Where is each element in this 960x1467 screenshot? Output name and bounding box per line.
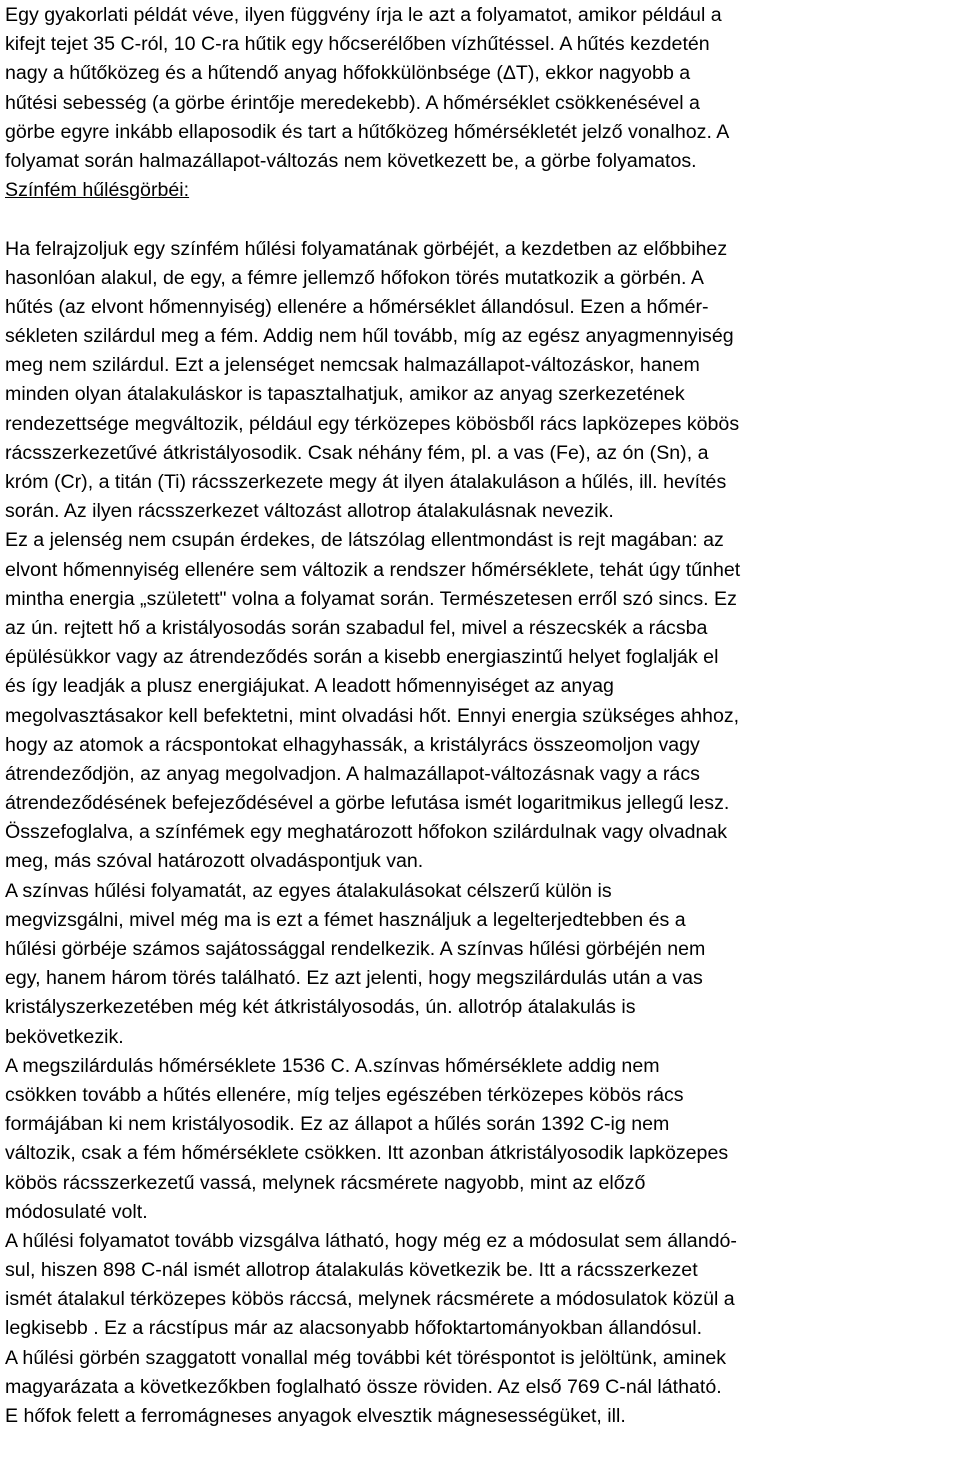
blank-line bbox=[5, 205, 960, 234]
text-line: kifejt tejet 35 C-ról, 10 C-ra hűtik egy hőcserélőben vízhűtéssel. A hűtés kezdetén bbox=[5, 33, 710, 56]
text-line: sékleten szilárdul meg a fém. Addig nem hűl tovább, míg az egész anyagmennyiség bbox=[5, 325, 734, 348]
text-line: hűtési sebesség (a görbe érintője meredekebb). A hőmérséklet csökkenésével a bbox=[5, 91, 700, 114]
text-line: megvizsgálni, mivel még ma is ezt a fémet használjuk a legelterjedtebben és a bbox=[5, 908, 686, 931]
text-line: legkisebb . Ez a rácstípus már az alacsonyabb hőfoktartományokban állandósul. bbox=[5, 1317, 703, 1340]
text-line: magyarázata a következőkben foglalható össze röviden. Az első 769 C-nál látható. bbox=[5, 1375, 722, 1398]
text-line: épülésükkor vagy az átrendeződés során a kisebb energiaszintű helyet foglalják el bbox=[5, 646, 719, 669]
intro-paragraph bbox=[5, 1, 960, 176]
text-line: során. Az ilyen rácsszerkezet változást allotrop átalakulásnak nevezik. bbox=[5, 500, 614, 523]
text-line: minden olyan átalakuláskor is tapasztalhatjuk, amikor az anyag szerkezetének bbox=[5, 383, 685, 406]
text-line: megolvasztásakor kell befektetni, mint olvadási hőt. Ennyi energia szükséges ahhoz, bbox=[5, 704, 740, 727]
text-line: és így leadják a plusz energiájukat. A leadott hőmennyiséget az anyag bbox=[5, 675, 614, 698]
text-line: formájában ki nem kristályosodik. Ez az állapot a hűlés során 1392 C-ig nem bbox=[5, 1113, 670, 1136]
text-line: bekövetkezik. bbox=[5, 1025, 124, 1048]
section-heading: Színfém hűlésgörbéi: bbox=[5, 179, 190, 202]
text-line: rácsszerkezetűvé átkristályosodik. Csak néhány fém, pl. a vas (Fe), az ón (Sn), a bbox=[5, 441, 709, 464]
text-line: A megszilárdulás hőmérséklete 1536 C. A.színvas hőmérséklete addig nem bbox=[5, 1054, 660, 1077]
text-line: változik, csak a fém hőmérséklete csökken. Itt azonban átkristályosodik lapközepes bbox=[5, 1142, 729, 1165]
text-line: átrendeződésének befejeződésével a görbe lefutása ismét logaritmikus jellegű lesz. bbox=[5, 792, 730, 815]
text-line: mintha energia „született" volna a folyamat során. Természetesen erről szó sincs. Ez bbox=[5, 587, 737, 610]
text-line: meg, más szóval határozott olvadáspontjuk van. bbox=[5, 850, 424, 873]
text-line: A színvas hűlési folyamatát, az egyes átalakulásokat célszerű külön is bbox=[5, 879, 612, 902]
text-line: módosulaté volt. bbox=[5, 1200, 148, 1223]
text-line: hasonlóan alakul, de egy, a fémre jellemző hőfokon törés mutatkozik a görbén. A bbox=[5, 266, 704, 289]
text-line: nagy a hűtőközeg és a hűtendő anyag hőfokkülönbsége (ΔT), ekkor nagyobb a bbox=[5, 62, 691, 85]
text-line: E hőfok felett a ferromágneses anyagok elvesztik mágnesességüket, ill. bbox=[5, 1405, 626, 1427]
text-line: rendezettsége megváltozik, például egy térközepes köbösből rács lapközepes köbös bbox=[5, 412, 740, 435]
text-line: csökken tovább a hűtés ellenére, míg teljes egészében térközepes köbös rács bbox=[5, 1083, 684, 1106]
text-line: hűtés (az elvont hőmennyiség) ellenére a hőmérséklet állandósul. Ezen a hőmér- bbox=[5, 295, 709, 318]
text-line: köbös rácsszerkezetű vassá, melynek rácsmérete nagyobb, mint az előző bbox=[5, 1171, 646, 1194]
text-line: átrendeződjön, az anyag megolvadjon. A halmazállapot-változásnak vagy a rács bbox=[5, 762, 700, 785]
text-line: hogy az atomok a rácspontokat elhagyhassák, a kristályrács összeomoljon vagy bbox=[5, 733, 700, 756]
body-text bbox=[5, 235, 960, 1432]
text-line: A hűlési folyamatot tovább vizsgálva látható, hogy még ez a módosulat sem állandó- bbox=[5, 1229, 737, 1252]
text-line: az ún. rejtett hő a kristályosodás során szabadul fel, mivel a részecskék a rácsba bbox=[5, 616, 708, 639]
text-line: Összefoglalva, a színfémek egy meghatározott hőfokon szilárdulnak vagy olvadnak bbox=[5, 821, 728, 844]
text-line: görbe egyre inkább ellaposodik és tart a hűtőközeg hőmérsékletét jelző vonalhoz. A bbox=[5, 120, 730, 143]
text-line: Ez a jelenség nem csupán érdekes, de látszólag ellentmondást is rejt magában: az bbox=[5, 529, 724, 552]
text-line: sul, hiszen 898 C-nál ismét allotrop átalakulás következik be. Itt a rácsszerkezet bbox=[5, 1259, 698, 1282]
text-line: Egy gyakorlati példát véve, ilyen függvény írja le azt a folyamatot, amikor például a bbox=[5, 4, 722, 26]
text-line: Ha felrajzoljuk egy színfém hűlési folyamatának görbéjét, a kezdetben az előbbihez bbox=[5, 237, 728, 260]
text-line: egy, hanem három törés található. Ez azt jelenti, hogy megszilárdulás után a vas bbox=[5, 967, 703, 990]
text-line: folyamat során halmazállapot-változás nem következett be, a görbe folyamatos. bbox=[5, 149, 697, 172]
text-line: hűlési görbéje számos sajátossággal rendelkezik. A színvas hűlési görbéjén nem bbox=[5, 938, 706, 960]
text-line: A hűlési görbén szaggatott vonallal még további két töréspontot is jelöltünk, aminek bbox=[5, 1346, 727, 1369]
text-line: meg nem szilárdul. Ezt a jelenséget nemcsak halmazállapot-változáskor, hanem bbox=[5, 354, 700, 377]
text-line: ismét átalakul térközepes köbös ráccsá, melynek rácsmérete a módosulatok közül a bbox=[5, 1288, 735, 1311]
text-line: króm (Cr), a titán (Ti) rácsszerkezete megy át ilyen átalakuláson a hűlés, ill. hevítés bbox=[5, 471, 727, 493]
text-line: elvont hőmennyiség ellenére sem változik a rendszer hőmérséklete, tehát úgy tűnhet bbox=[5, 558, 741, 581]
text-line: kristályszerkezetében még két átkristályosodás, ún. allotróp átalakulás is bbox=[5, 996, 636, 1019]
